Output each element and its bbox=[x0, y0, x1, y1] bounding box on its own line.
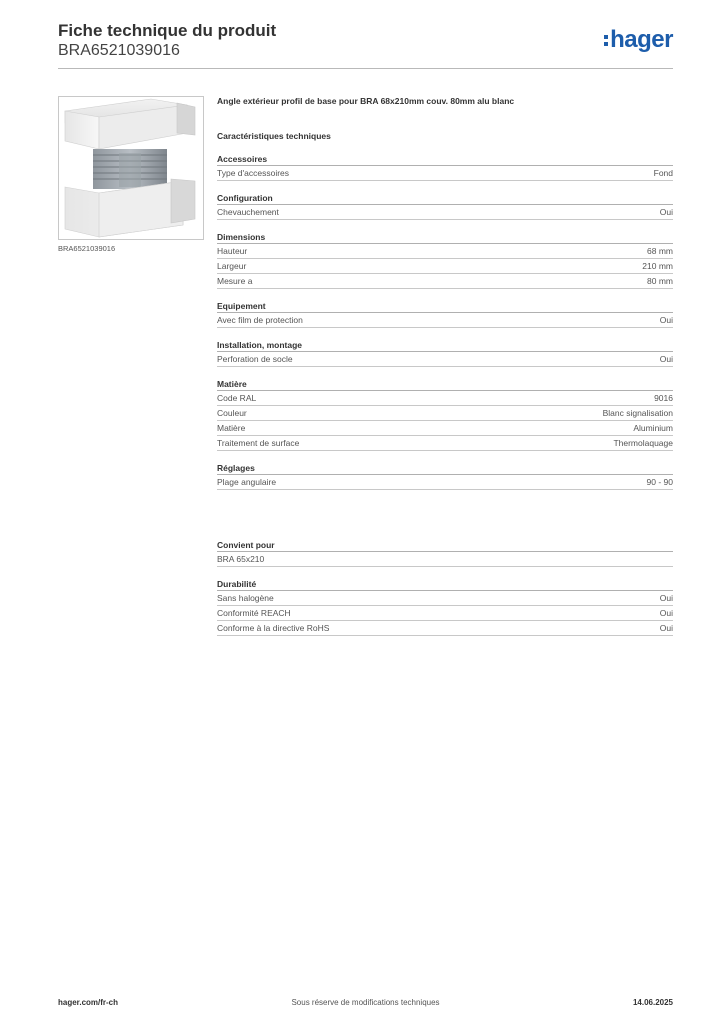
spec-label: Couleur bbox=[217, 408, 247, 418]
section-dimensions bbox=[217, 231, 673, 289]
spec-row bbox=[217, 552, 673, 567]
spec-label: Hauteur bbox=[217, 246, 248, 256]
spec-label: Matière bbox=[217, 423, 246, 433]
spec-row bbox=[217, 606, 673, 621]
spec-value: Oui bbox=[659, 207, 673, 217]
spec-value: Oui bbox=[659, 354, 673, 364]
logo-text: hager bbox=[610, 26, 673, 53]
spec-label: Plage angulaire bbox=[217, 477, 277, 487]
section-installation bbox=[217, 339, 673, 367]
section-convient-pour bbox=[217, 539, 673, 567]
header-divider bbox=[58, 68, 673, 69]
spec-value: Fond bbox=[653, 168, 673, 178]
spec-row bbox=[217, 352, 673, 367]
spec-value: Oui bbox=[659, 593, 673, 603]
spec-label: Chevauchement bbox=[217, 207, 279, 217]
spec-row bbox=[217, 313, 673, 328]
section-title: Dimensions bbox=[217, 231, 673, 244]
spec-value: Oui bbox=[659, 623, 673, 633]
spec-label: Sans halogène bbox=[217, 593, 274, 603]
footer-website-link[interactable]: hager.com/fr-ch bbox=[58, 998, 119, 1007]
section-spacer bbox=[217, 490, 673, 528]
spec-row bbox=[217, 421, 673, 436]
section-title: Durabilité bbox=[217, 578, 673, 591]
section-title: Convient pour bbox=[217, 539, 673, 552]
spec-row bbox=[217, 406, 673, 421]
product-code: BRA6521039016 bbox=[58, 42, 180, 59]
page-title: Fiche technique du produit bbox=[58, 21, 277, 40]
spec-value: Thermolaquage bbox=[613, 438, 673, 448]
section-equipement bbox=[217, 300, 673, 328]
spec-label: Conformité REACH bbox=[217, 608, 291, 618]
spec-label: Conforme à la directive RoHS bbox=[217, 623, 330, 633]
spec-row bbox=[217, 274, 673, 289]
section-title: Configuration bbox=[217, 192, 673, 205]
section-title: Réglages bbox=[217, 462, 673, 475]
footer-notice: Sous réserve de modifications techniques bbox=[291, 998, 440, 1007]
spec-value: Aluminium bbox=[633, 423, 673, 433]
section-reglages bbox=[217, 462, 673, 490]
product-description: Angle extérieur profil de base pour BRA 68x210mm couv. 80mm alu blanc bbox=[217, 96, 515, 106]
section-matiere bbox=[217, 378, 673, 451]
spec-value: Blanc signalisation bbox=[602, 408, 673, 418]
section-title: Installation, montage bbox=[217, 339, 673, 352]
spec-label: Largeur bbox=[217, 261, 247, 271]
spec-value: 80 mm bbox=[647, 276, 673, 286]
spec-label: Traitement de surface bbox=[217, 438, 300, 448]
spec-value: 9016 bbox=[654, 393, 673, 403]
spec-value: Oui bbox=[659, 315, 673, 325]
specs-heading: Caractéristiques techniques bbox=[217, 131, 331, 141]
image-caption: BRA6521039016 bbox=[58, 244, 116, 253]
section-title: Equipement bbox=[217, 300, 673, 313]
spec-value: 210 mm bbox=[642, 261, 673, 271]
spec-value: 68 mm bbox=[647, 246, 673, 256]
spec-row bbox=[217, 391, 673, 406]
product-image bbox=[58, 96, 204, 240]
spec-row bbox=[217, 621, 673, 636]
spec-label: Perforation de socle bbox=[217, 354, 293, 364]
hager-logo[interactable] bbox=[604, 28, 673, 52]
spec-row bbox=[217, 475, 673, 490]
spec-row bbox=[217, 436, 673, 451]
footer-date: 14.06.2025 bbox=[632, 998, 673, 1007]
spec-label: BRA 65x210 bbox=[217, 554, 265, 564]
spec-label: Mesure a bbox=[217, 276, 253, 286]
spec-label: Code RAL bbox=[217, 393, 257, 403]
spec-row bbox=[217, 205, 673, 220]
logo-dots-icon bbox=[604, 35, 608, 46]
spec-value: Oui bbox=[659, 608, 673, 618]
section-configuration bbox=[217, 192, 673, 220]
spec-row bbox=[217, 259, 673, 274]
spec-row bbox=[217, 591, 673, 606]
section-accessoires bbox=[217, 153, 673, 181]
spec-row bbox=[217, 244, 673, 259]
section-title: Accessoires bbox=[217, 153, 673, 166]
spec-label: Avec film de protection bbox=[217, 315, 303, 325]
spec-label: Type d'accessoires bbox=[217, 168, 290, 178]
spec-value: 90 - 90 bbox=[646, 477, 673, 487]
section-durabilite bbox=[217, 578, 673, 636]
page-header bbox=[58, 20, 673, 60]
spec-content bbox=[217, 95, 673, 636]
section-title: Matière bbox=[217, 378, 673, 391]
spec-row bbox=[217, 166, 673, 181]
angle-piece-illustration bbox=[59, 97, 203, 239]
